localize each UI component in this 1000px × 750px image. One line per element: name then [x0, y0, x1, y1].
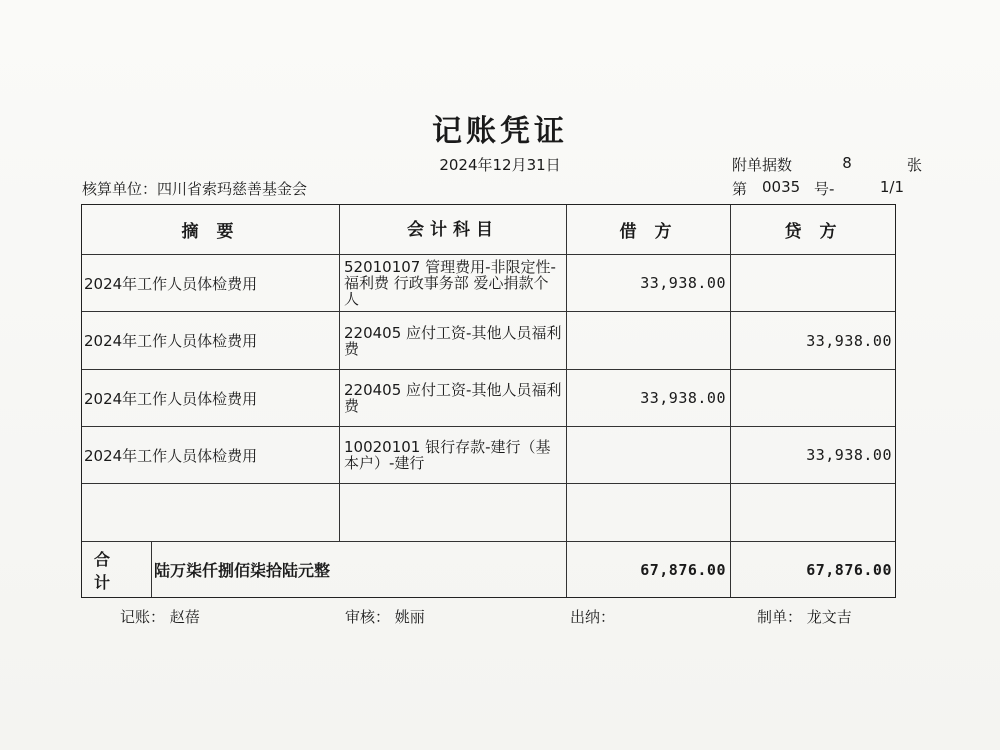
header-summary: 摘 要	[82, 205, 340, 254]
table-row	[82, 312, 895, 370]
row-debit	[567, 312, 731, 369]
table-row	[82, 255, 895, 312]
row-summary	[82, 484, 340, 541]
row-credit	[731, 484, 896, 541]
attachment-count	[732, 154, 922, 175]
attachment-label: 附单据数	[732, 156, 793, 174]
table-header	[82, 205, 895, 255]
total-amount-words: 陆万柒仟捌佰柒拾陆元整	[152, 542, 567, 597]
row-summary: 2024年工作人员体检费用	[82, 370, 340, 426]
header-credit: 贷 方	[784, 222, 843, 242]
row-credit	[731, 370, 896, 426]
row-account: 220405 应付工资-其他人员福利费	[340, 312, 567, 369]
voucher-page-count: 1/1	[879, 178, 904, 196]
header-account: 会计科目	[340, 205, 567, 254]
voucher-table	[81, 204, 896, 598]
voucher-number-prefix: 第	[732, 180, 748, 198]
attachment-number: 8	[842, 154, 852, 172]
accounting-unit	[82, 178, 307, 199]
table-total-row	[82, 542, 895, 597]
table-row	[82, 370, 895, 427]
row-summary: 2024年工作人员体检费用	[82, 255, 340, 311]
voucher-title: 记账凭证	[432, 114, 568, 149]
voucher-number-suffix: 号-	[814, 180, 835, 198]
total-credit: 67,876.00	[806, 560, 892, 579]
voucher-number-value: 0035	[762, 178, 801, 196]
header-debit: 借 方	[567, 205, 731, 254]
row-debit: 33,938.00	[567, 255, 731, 311]
voucher-date: 2024年12月31日	[439, 156, 561, 174]
row-account: 220405 应付工资-其他人员福利费	[340, 370, 567, 426]
row-debit	[567, 427, 731, 483]
row-debit	[567, 484, 731, 541]
row-account: 10020101 银行存款-建行（基本户）-建行	[340, 427, 567, 483]
unit-label: 核算单位：	[82, 180, 158, 198]
row-account: 52010107 管理费用-非限定性-福利费 行政事务部 爱心捐款个人	[340, 255, 567, 311]
table-row	[82, 427, 895, 484]
total-label: 合计	[82, 542, 152, 597]
row-debit: 33,938.00	[567, 370, 731, 426]
cashier-signature: 出纳：	[570, 608, 616, 626]
row-summary: 2024年工作人员体检费用	[82, 312, 340, 369]
bookkeeper-signature: 记账： 赵蓓	[120, 608, 200, 626]
row-credit: 33,938.00	[806, 446, 892, 464]
row-credit: 33,938.00	[806, 331, 892, 350]
voucher-number	[732, 178, 904, 199]
row-account	[340, 484, 567, 541]
unit-name: 四川省索玛慈善基金会	[157, 180, 308, 198]
reviewer-signature: 审核： 姚丽	[345, 608, 425, 626]
attachment-unit: 张	[906, 156, 922, 174]
total-debit: 67,876.00	[567, 542, 731, 597]
row-credit	[731, 255, 896, 311]
table-row	[82, 484, 895, 542]
preparer-signature: 制单： 龙文吉	[757, 608, 852, 626]
row-summary: 2024年工作人员体检费用	[82, 427, 340, 483]
